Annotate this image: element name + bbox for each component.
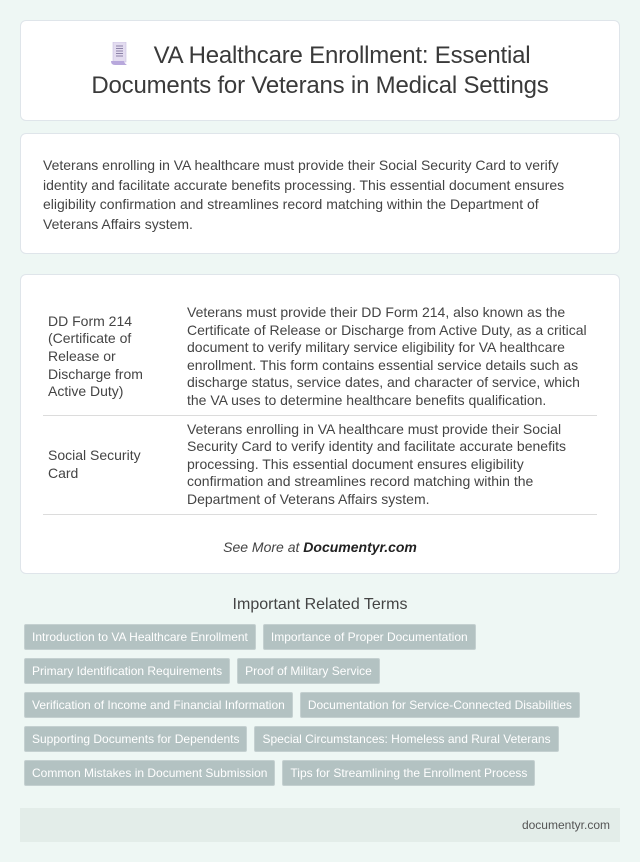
- footer-site-link[interactable]: documentyr.com: [521, 817, 610, 832]
- related-term-tag[interactable]: Proof of Military Service: [237, 658, 380, 684]
- footer: [20, 808, 620, 842]
- see-more-site[interactable]: Documentyr.com: [303, 538, 417, 555]
- related-terms-list: [20, 624, 620, 794]
- documents-card: [20, 274, 620, 574]
- related-term-tag[interactable]: Supporting Documents for Dependents: [24, 726, 247, 752]
- intro-card: [20, 133, 620, 254]
- table-row: [43, 299, 597, 415]
- related-term-tag[interactable]: Primary Identification Requirements: [24, 658, 230, 684]
- see-more-prefix: See More at: [223, 538, 304, 555]
- document-name: DD Form 214 (Certificate of Release or Discharge from Active Duty): [43, 299, 176, 415]
- related-term-tag[interactable]: Documentation for Service-Connected Disabilities: [300, 692, 580, 718]
- page-title: [51, 41, 589, 101]
- document-name: Social Security Card: [43, 415, 176, 514]
- related-term-tag[interactable]: Common Mistakes in Document Submission: [24, 760, 275, 786]
- intro-text: Veterans enrolling in VA healthcare must provide their Social Security Card to verify identity and facilitate accurate benefits processing. This essential document ensures eligibility confirmation and streamlines record matching within the Department of Veterans Affairs system.: [43, 157, 565, 232]
- page-title-text: VA Healthcare Enrollment: Essential Documents for Veterans in Medical Settings: [91, 41, 549, 99]
- related-terms-title: Important Related Terms: [232, 595, 408, 613]
- documents-table: [43, 299, 597, 515]
- see-more-link[interactable]: [43, 539, 597, 555]
- related-term-tag[interactable]: Verification of Income and Financial Information: [24, 692, 293, 718]
- receipt-document-icon: [110, 42, 128, 66]
- title-card: [20, 20, 620, 121]
- related-term-tag[interactable]: Tips for Streamlining the Enrollment Process: [282, 760, 535, 786]
- related-term-tag[interactable]: Importance of Proper Documentation: [263, 624, 476, 650]
- related-term-tag[interactable]: Special Circumstances: Homeless and Rural Veterans: [254, 726, 558, 752]
- document-description: Veterans must provide their DD Form 214, also known as the Certificate of Release or Discharge from Active Duty, as a critical document to verify military service eligibility for VA healthcare enrollment. This form contains essential service details such as discharge status, service dates, and character of service, which the VA uses to determine healthcare benefits qualification.: [176, 299, 597, 415]
- table-row: [43, 415, 597, 514]
- document-description: Veterans enrolling in VA healthcare must provide their Social Security Card to verify identity and facilitate accurate benefits processing. This essential document ensures eligibility confirmation and streamlines record matching within the Department of Veterans Affairs system.: [176, 415, 597, 514]
- related-term-tag[interactable]: Introduction to VA Healthcare Enrollment: [24, 624, 256, 650]
